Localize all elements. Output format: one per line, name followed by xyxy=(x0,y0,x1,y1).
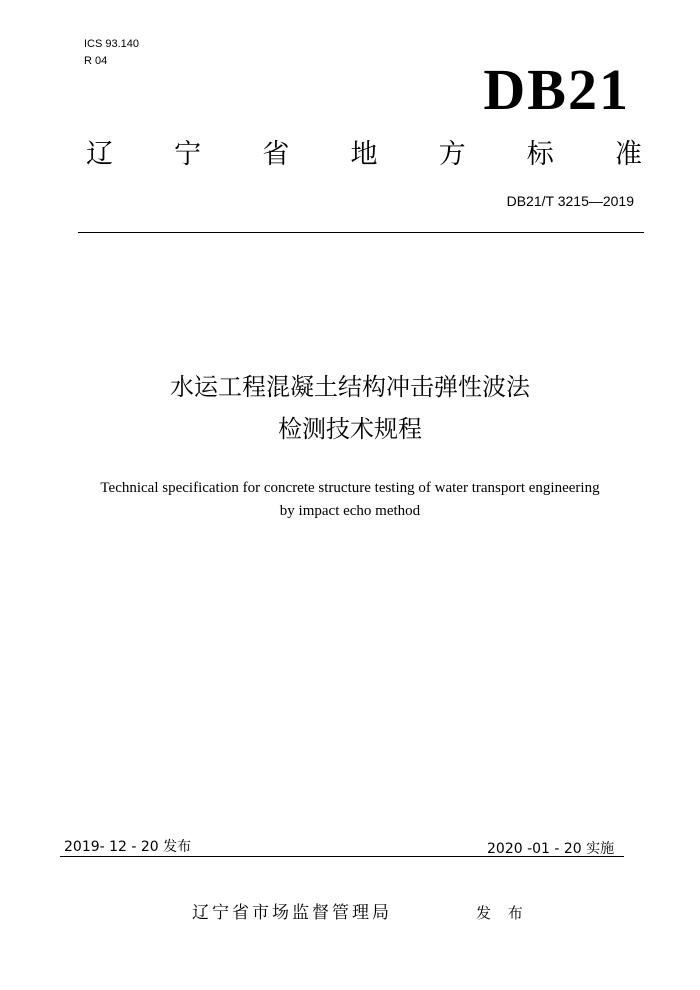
publish-date: 2019- 12 - 20 发布 xyxy=(64,839,192,855)
title-chinese-line-2: 检测技术规程 xyxy=(278,415,422,443)
ics-code: ICS 93.140 xyxy=(84,38,140,50)
standard-type-char: 地 xyxy=(350,139,378,170)
standard-type-char: 宁 xyxy=(174,139,202,170)
title-english-line-2: by impact echo method xyxy=(279,503,421,519)
ccs-code: R 04 xyxy=(84,55,108,67)
standard-type-char: 准 xyxy=(614,139,642,170)
standard-type-char: 省 xyxy=(262,139,290,170)
header-divider xyxy=(78,232,644,233)
standard-logo: DB21 xyxy=(483,57,630,122)
issue-label: 发 布 xyxy=(476,904,529,922)
title-chinese-line-1: 水运工程混凝土结构冲击弹性波法 xyxy=(170,373,530,401)
implement-date: 2020 -01 - 20 实施 xyxy=(487,841,615,857)
standard-type-char: 标 xyxy=(526,139,554,170)
publisher-name: 辽宁省市场监督管理局 xyxy=(192,903,392,923)
title-english-line-1: Technical specification for concrete structure testing of water transport engineering xyxy=(100,480,600,496)
footer-divider xyxy=(60,856,624,857)
standard-type-char: 方 xyxy=(438,139,466,170)
standard-code: DB21/T 3215—2019 xyxy=(506,193,634,209)
classification-block xyxy=(84,36,139,70)
standard-type-char: 辽 xyxy=(86,139,113,170)
standard-type-title xyxy=(86,138,642,172)
